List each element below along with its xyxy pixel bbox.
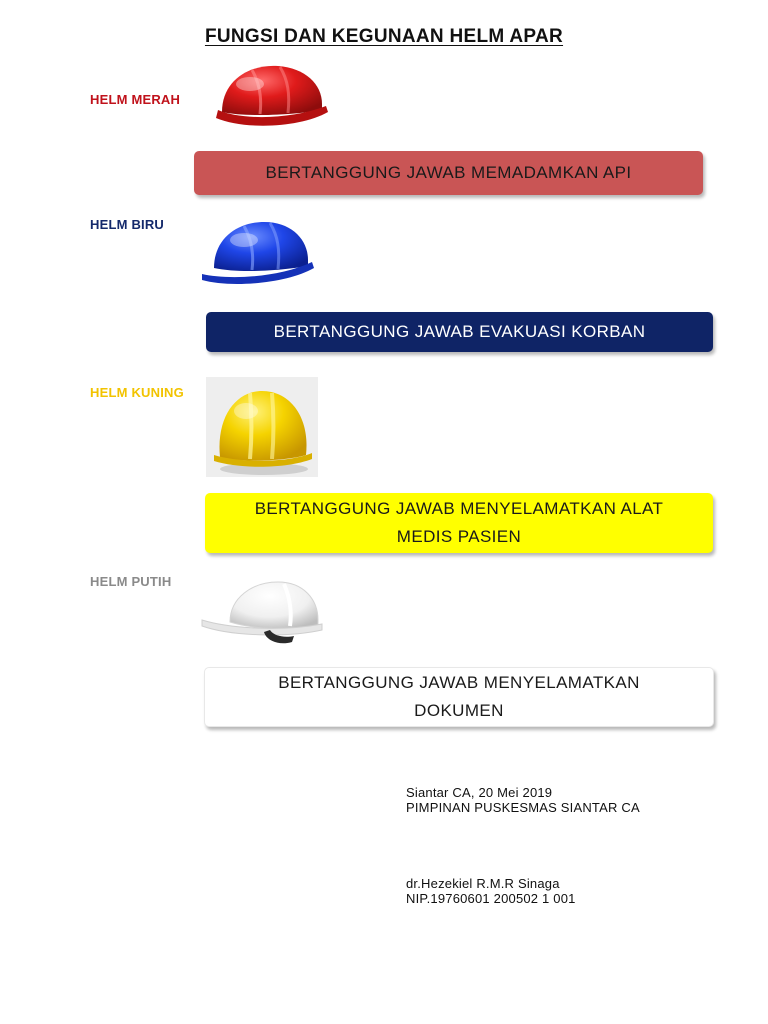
duty-text-white-line1: BERTANGGUNG JAWAB MENYELAMATKAN [278, 673, 640, 692]
duty-text-red-line1: BERTANGGUNG JAWAB MEMADAMKAN API [265, 163, 632, 182]
signature-place-date: Siantar CA, 20 Mei 2019 [406, 785, 553, 800]
helm-kuning-label: HELM KUNING [90, 385, 184, 400]
signature-name: dr.Hezekiel R.M.R Sinaga [406, 876, 560, 891]
helm-biru-label: HELM BIRU [90, 217, 165, 232]
duty-text-white-line2: DOKUMEN [414, 701, 504, 720]
red-helmet-icon [210, 58, 335, 136]
duty-box-white [204, 667, 714, 727]
signature-position: PIMPINAN PUSKESMAS SIANTAR CA [406, 800, 640, 815]
duty-text-blue-line1: BERTANGGUNG JAWAB EVAKUASI KORBAN [273, 322, 646, 341]
duty-box-yellow [205, 493, 713, 553]
helm-merah-label: HELM MERAH [90, 92, 181, 107]
signature-nip: NIP.19760601 200502 1 001 [406, 891, 576, 906]
signature-header [406, 785, 640, 815]
signature-footer [406, 876, 576, 906]
helm-putih-label: HELM PUTIH [90, 574, 172, 589]
duty-text-yellow-line1: BERTANGGUNG JAWAB MENYELAMATKAN ALAT [254, 499, 664, 518]
duty-text-yellow-line2: MEDIS PASIEN [396, 527, 522, 546]
yellow-helmet-icon [206, 377, 318, 477]
yellow-helmet-photo [206, 377, 318, 477]
blue-helmet-icon [198, 214, 318, 292]
duty-box-blue [206, 312, 713, 352]
white-helmet-icon [200, 572, 328, 658]
duty-box-red [194, 151, 703, 195]
page-title: FUNGSI DAN KEGUNAAN HELM APAR [204, 26, 564, 47]
